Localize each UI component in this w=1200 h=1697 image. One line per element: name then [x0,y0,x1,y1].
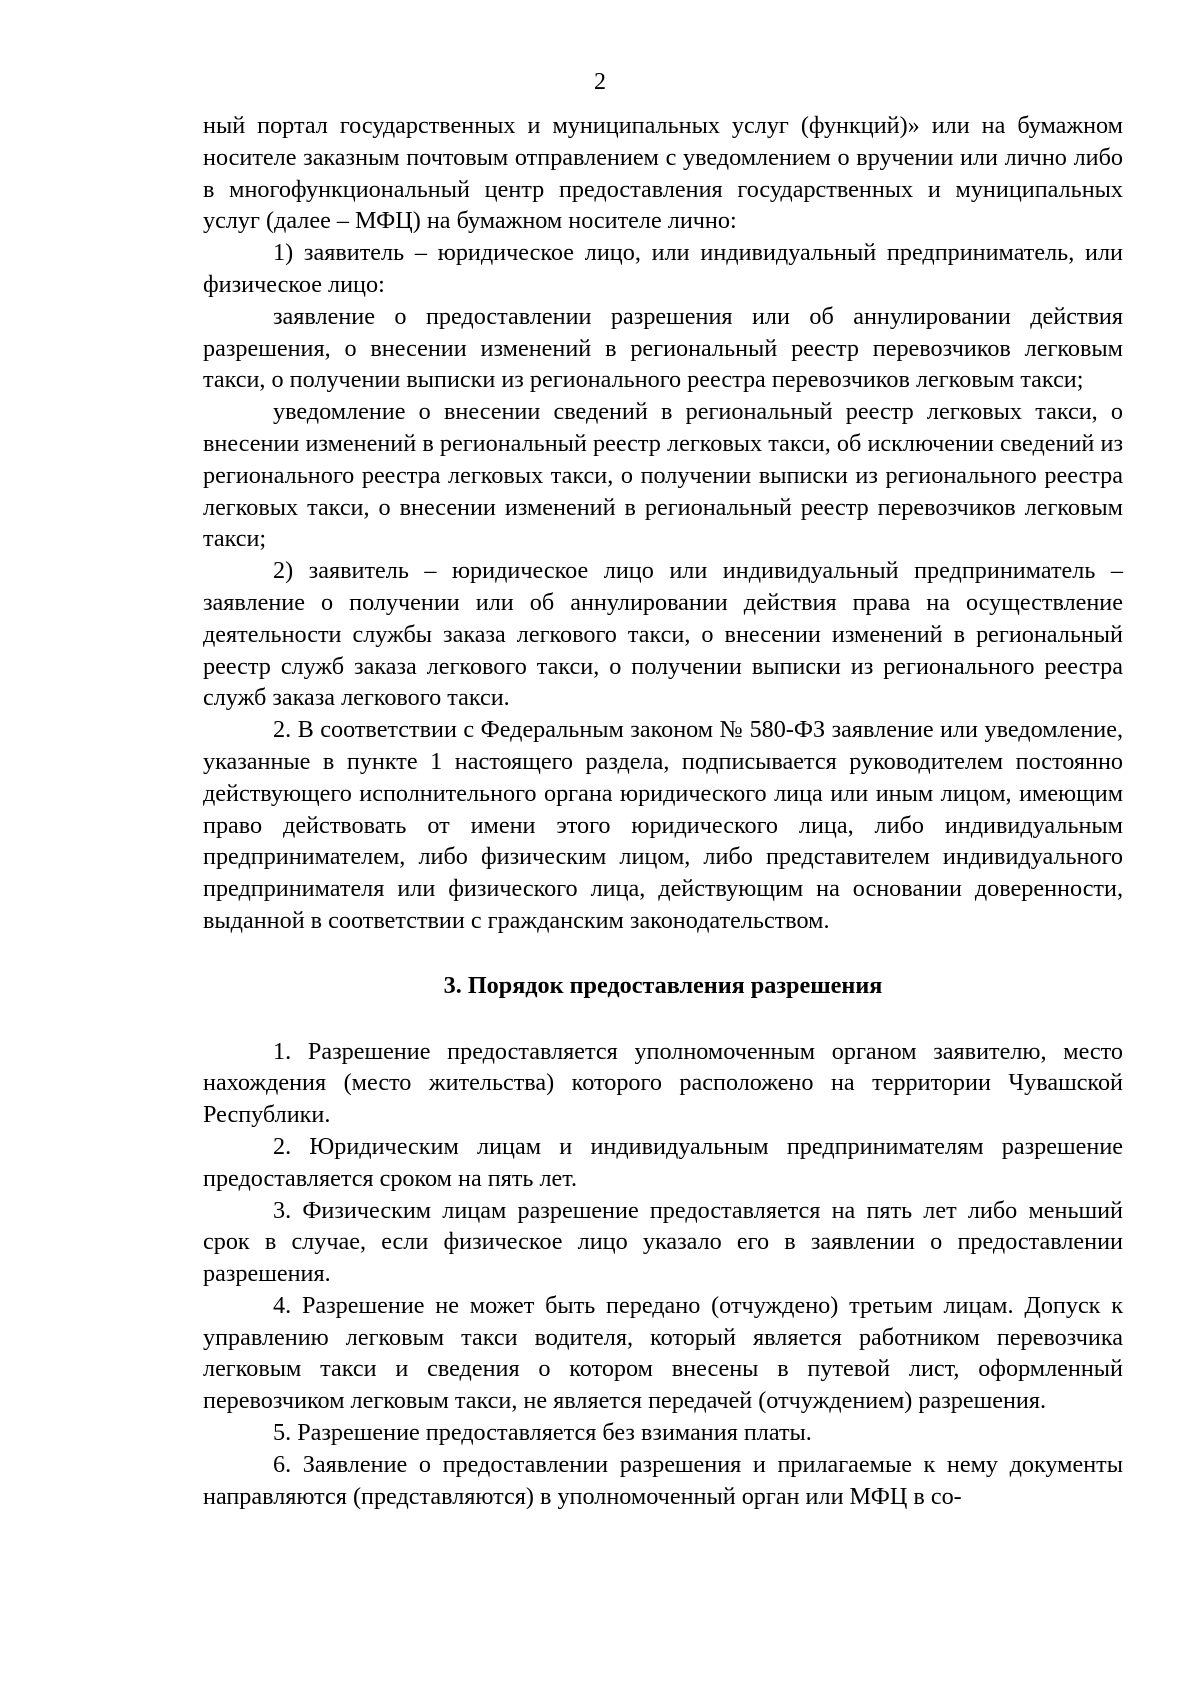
paragraph-continuation: ный портал государственных и муниципальных услуг (функций)» или на бумажном носителе заказным почтовым отправлением с уведомлением о вручении или лично либо в многофункциональный центр предоставления государственных и муниципальных услуг (далее – МФЦ) на бумажном носителе лично: [203,112,1123,235]
section-paragraph-4: 4. Разрешение не может быть передано (отчуждено) третьим лицам. Допуск к управлению легковым такси водителя, который является работником перевозчика легковым такси и сведения о котором внесены в путевой лист, оформленный перевозчиком легковым такси, не является передачей (отчуждением) разрешения. [203,1291,1123,1415]
paragraph-item-1: 1) заявитель – юридическое лицо, или индивидуальный предприниматель, или физическое лицо: [203,239,1123,298]
paragraph-point-2: 2. В соответствии с Федеральным законом № 580-ФЗ заявление или уведомление, указанные в пункте 1 настоящего раздела, подписывается руководителем постоянно действующего исполнительного органа юридического лица или иным лицом, имеющим право действовать от имени этого юридического лица, либо индивидуальным предпринимателем, либо физическим лицом, либо представителем индивидуального предпринимателя или физического лица, действующим на основании доверенности, выданной в соответствии с гражданским законодательством. [203,716,1123,934]
document-body [203,110,1123,1512]
section-paragraph-6: 6. Заявление о предоставлении разрешения и прилагаемые к нему документы направляются (представляются) в уполномоченный орган или МФЦ в со- [203,1450,1123,1510]
paragraph-item-1-notification: уведомление о внесении сведений в региональный реестр легковых такси, о внесении изменений в региональный реестр легковых такси, об исключении сведений из регионального реестра легковых такси, о получении выписки из регионального реестра легковых такси, о внесении изменений в региональный реестр перевозчиков легковым такси; [203,398,1123,553]
section-heading: 3. Порядок предоставления разрешения [443,971,883,999]
section-paragraph-5: 5. Разрешение предоставляется без взимания платы. [273,1419,812,1447]
section-paragraph-1: 1. Разрешение предоставляется уполномоченным органом заявителю, место нахождения (место жительства) которого расположено на территории Чувашской Республики. [203,1037,1123,1129]
section-paragraph-2: 2. Юридическим лицам и индивидуальным предпринимателям разрешение предоставляется сроком на пять лет. [203,1132,1123,1192]
page-number: 2 [594,69,606,95]
paragraph-item-1-application: заявление о предоставлении разрешения или об аннулировании действия разрешения, о внесении изменений в региональный реестр перевозчиков легковым такси, о получении выписки из регионального реестра перевозчиков легковым такси; [203,302,1123,394]
section-paragraph-3: 3. Физическим лицам разрешение предоставляется на пять лет либо меньший срок в случае, если физическое лицо указало его в заявлении о предоставлении разрешения. [203,1196,1123,1288]
paragraph-item-2: 2) заявитель – юридическое лицо или индивидуальный предприниматель – заявление о получении или об аннулировании действия права на осуществление деятельности службы заказа легкового такси, о внесении изменений в региональный реестр служб заказа легкового такси, о получении выписки из регионального реестра служб заказа легкового такси. [203,557,1123,712]
